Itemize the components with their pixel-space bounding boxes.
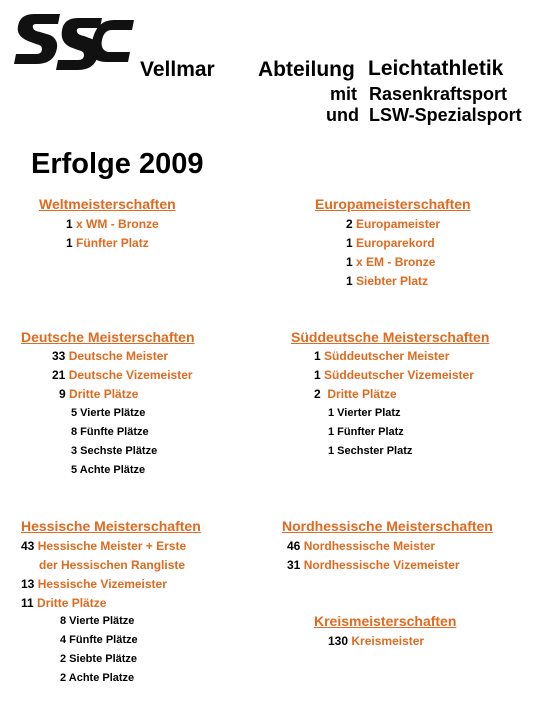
list-subitem: 1 Fünfter Platz [328, 426, 404, 438]
list-subitem: 4 Fünfte Plätze [60, 634, 138, 646]
section-heading-em: Europameisterschaften [315, 196, 471, 212]
list-subitem: 2 Achte Platze [60, 672, 135, 684]
abteilung-label: Abteilung [258, 58, 355, 81]
list-item: 9 Dritte Plätze [59, 387, 139, 401]
section-heading-wm: Weltmeisterschaften [39, 196, 176, 212]
lsw-label: LSW-Spezialsport [369, 105, 522, 125]
rasenkraftsport-label: Rasenkraftsport [369, 84, 508, 104]
list-item: 1 Süddeutscher Meister [314, 349, 450, 363]
list-item: 2 Europameister [346, 217, 441, 231]
list-subitem: 1 Vierter Platz [328, 407, 401, 419]
section-heading-nhm: Nordhessische Meisterschaften [282, 518, 493, 534]
list-subitem: 5 Achte Plätze [71, 464, 146, 476]
list-item: 1 Europarekord [346, 236, 435, 250]
list-item: 1 Süddeutscher Vizemeister [314, 368, 474, 382]
list-subitem: 2 Siebte Plätze [60, 653, 138, 665]
list-item: 33 Deutsche Meister [52, 349, 169, 363]
und-label: und [326, 105, 359, 125]
section-heading-km: Kreismeisterschaften [314, 613, 457, 629]
list-subitem: 1 Sechster Platz [328, 445, 413, 457]
city-name: Vellmar [140, 58, 215, 81]
mit-label: mit [330, 84, 357, 104]
list-item: 46 Nordhessische Meister [287, 539, 436, 553]
leichtathletik-label: Leichtathletik [368, 57, 504, 80]
list-item: 21 Deutsche Vizemeister [52, 368, 193, 382]
list-item: 31 Nordhessische Vizemeister [287, 558, 460, 572]
list-item: 130 Kreismeister [328, 634, 425, 648]
list-subitem: 8 Vierte Plätze [60, 615, 135, 627]
section-heading-dm: Deutsche Meisterschaften [21, 329, 195, 345]
list-item: 13 Hessische Vizemeister [21, 577, 167, 591]
section-heading-sdm: Süddeutsche Meisterschaften [291, 329, 490, 345]
list-item: 11 Dritte Plätze [21, 596, 107, 610]
list-item: 1 x WM - Bronze [66, 217, 159, 231]
section-heading-hm: Hessische Meisterschaften [21, 518, 201, 534]
list-item: 2 Dritte Plätze [314, 387, 397, 401]
list-item: 1 Fünfter Platz [66, 236, 149, 250]
ssc-logo [0, 0, 140, 80]
list-item: 1 x EM - Bronze [346, 255, 436, 269]
list-item: 1 Siebter Platz [346, 274, 429, 288]
list-subitem: 3 Sechste Plätze [71, 445, 158, 457]
list-subitem: 5 Vierte Plätze [71, 407, 146, 419]
list-item: der Hessischen Rangliste [39, 558, 186, 572]
list-item: 43 Hessische Meister + Erste [21, 539, 187, 553]
page-title: Erfolge 2009 [31, 148, 204, 180]
list-subitem: 8 Fünfte Plätze [71, 426, 149, 438]
